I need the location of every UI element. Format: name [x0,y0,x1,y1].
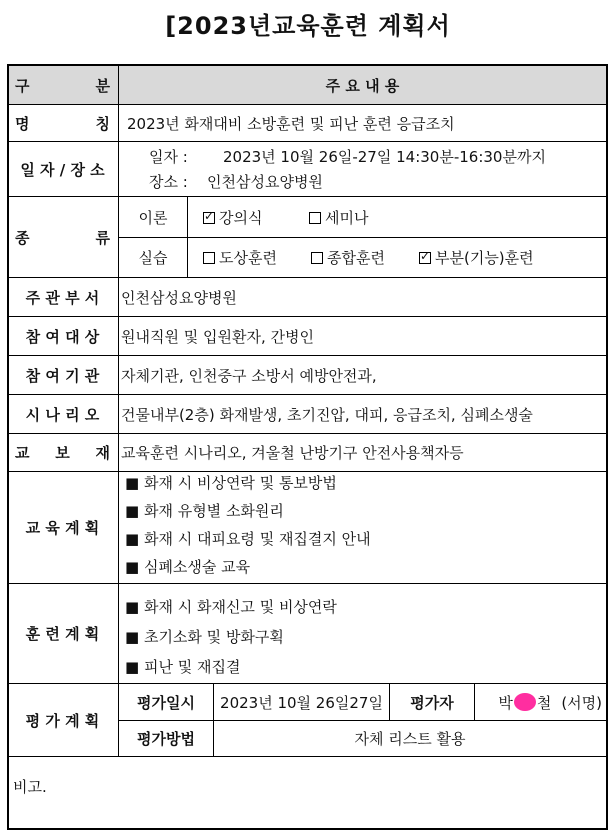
eval-method-label: 평가방법 [119,720,214,756]
date-value: 2023년 10월 26일-27일 14:30분-16:30분까지 [223,148,546,166]
list-item: ■ 화재 시 대피요령 및 재집결지 안내 [125,530,371,548]
option-tabletop[interactable] [203,247,277,268]
header-content: 주 요 내 용 [325,76,400,95]
list-item: ■ 심폐소생술 교육 [125,558,251,576]
date-label: 일자 : [149,148,188,166]
checkbox-icon [311,252,323,264]
train-item-text: 초기소화 및 방화구획 [143,628,284,646]
edu-item-text: 화재 시 대피요령 및 재집결지 안내 [143,530,371,548]
scenario-value: 건물내부(2층) 화재발생, 초기진압, 대피, 응급조치, 심폐소생술 [121,405,533,424]
redaction-heart-icon [514,693,536,711]
signature-mark: (서명) [561,693,602,712]
type-sub-labels [119,197,188,277]
checkbox-checked-icon [203,212,215,224]
row-eval-plan [9,684,606,757]
checkbox-icon [203,252,215,264]
name-value: 2023년 화재대비 소방훈련 및 피난 훈련 응급조치 [127,114,455,133]
participants-label: 참 여 대 상 [9,317,119,355]
name-label [9,105,119,141]
materials-label-left: 교 [15,444,30,462]
place-label: 장소 : [149,173,188,191]
option-seminar[interactable] [309,207,368,228]
type-label-right: 류 [95,228,110,247]
row-dept [9,278,606,317]
row-train-plan [9,584,606,684]
option-tabletop-text: 도상훈련 [219,249,277,267]
name-label-left: 명 [15,114,30,133]
option-comprehensive[interactable] [311,247,385,268]
plan-table [7,64,608,830]
eval-method-value: 자체 리스트 활용 [354,729,466,748]
row-materials [9,434,606,472]
list-item: ■ 화재 시 비상연락 및 통보방법 [125,474,337,492]
row-participants [9,317,606,356]
materials-label-mid: 보 [55,444,70,462]
option-seminar-text: 세미나 [325,209,369,227]
materials-label [9,434,119,471]
header-label-right: 분 [95,76,110,95]
evaluator-label: 평가자 [390,684,475,720]
name-label-right: 칭 [95,114,110,133]
list-item: ■ 화재 유형별 소화원리 [125,502,284,520]
participants-value: 원내직원 및 입원환자, 간병인 [121,327,314,346]
row-name [9,105,606,142]
materials-value: 교육훈련 시나리오, 겨울철 난방기구 안전사용책자등 [121,444,464,462]
eval-date-label: 평가일시 [119,684,214,720]
theory-label: 이론 [119,197,187,238]
train-item-text: 피난 및 재집결 [143,658,241,676]
list-item: ■ 초기소화 및 방화구획 [125,628,284,646]
edu-item-text: 화재 유형별 소화원리 [143,502,284,520]
option-lecture[interactable] [203,207,262,228]
header-label [9,66,119,104]
option-lecture-text: 강의식 [219,209,263,227]
row-scenario [9,395,606,434]
materials-label-right: 재 [95,444,110,462]
row-agencies [9,356,606,395]
evaluator-last: 철 [536,693,552,712]
eval-row-1 [119,684,606,721]
eval-row-2 [119,720,606,756]
train-plan-label: 훈 련 계 획 [9,584,119,683]
agencies-value: 자체기관, 인천중구 소방서 예방안전과, [121,366,377,385]
place-value: 인천삼성요양병원 [207,173,323,191]
row-datetime [9,142,606,197]
eval-plan-label: 평 가 계 획 [9,684,119,756]
agencies-label: 참 여 기 관 [9,356,119,394]
type-label [9,197,119,277]
table-header [9,66,606,105]
scenario-label: 시 나 리 오 [9,395,119,433]
dept-label: 주 관 부 서 [9,278,119,316]
remark-label: 비고. [13,778,47,796]
edu-item-text: 화재 시 비상연락 및 통보방법 [143,474,337,492]
row-type [9,197,606,278]
list-item: ■ 화재 시 화재신고 및 비상연락 [125,598,337,616]
checkbox-checked-icon [419,252,431,264]
edu-plan-label: 교 육 계 획 [9,472,119,583]
type-label-left: 종 [15,228,30,247]
option-partial[interactable] [419,247,534,268]
option-comprehensive-text: 종합훈련 [327,249,385,267]
row-edu-plan [9,472,606,584]
list-item: ■ 피난 및 재집결 [125,658,241,676]
evaluator-value [475,684,606,720]
checkbox-icon [309,212,321,224]
practice-label: 실습 [138,248,168,267]
option-partial-text: 부분(기능)훈련 [435,249,534,267]
train-item-text: 화재 시 화재신고 및 비상연락 [143,598,337,616]
edu-item-text: 심폐소생술 교육 [143,558,251,576]
dept-value: 인천삼성요양병원 [121,288,237,307]
page-title: [2023년교육훈련 계획서 [165,12,451,40]
header-label-left: 구 [15,76,30,95]
evaluator-first: 박 [498,693,513,712]
eval-date-value: 2023년 10월 26일27일 [214,684,390,720]
datetime-label: 일 자 / 장 소 [9,142,119,196]
